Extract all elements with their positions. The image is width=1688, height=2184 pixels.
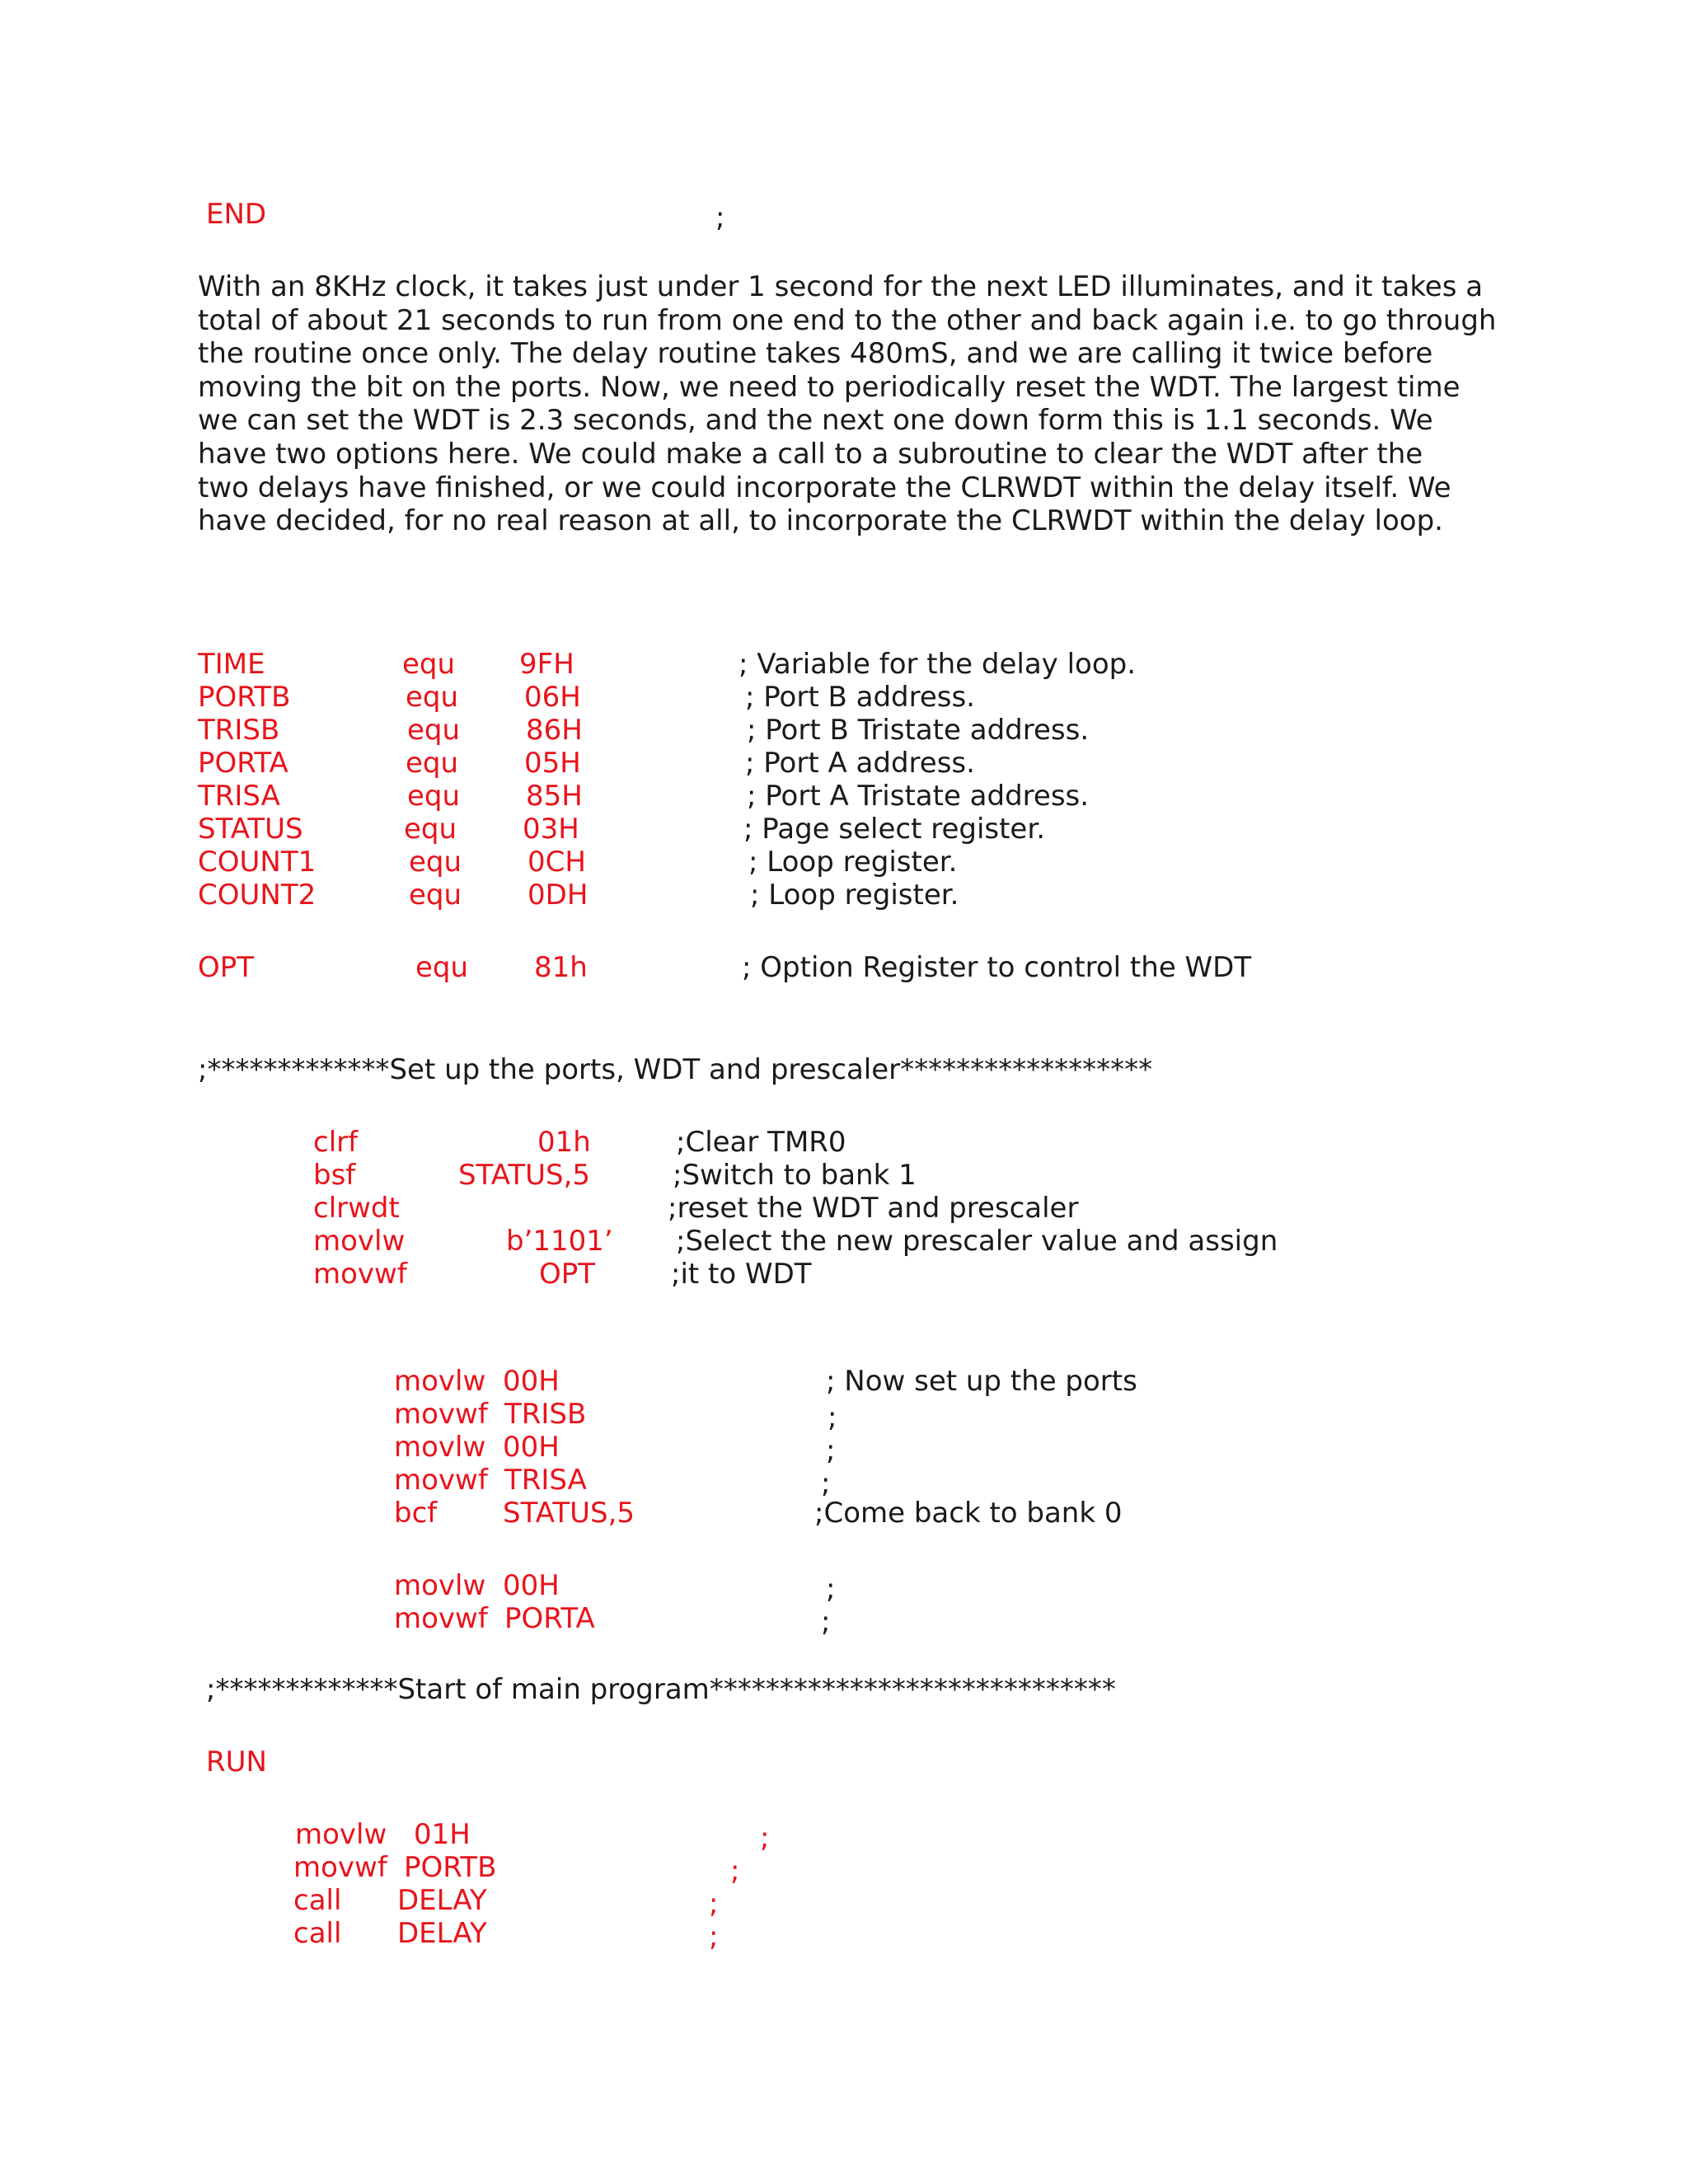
equate-comment: ; Variable for the delay loop. <box>738 648 1137 681</box>
equate-name: TIME <box>198 648 265 681</box>
equate-op: equ <box>402 648 456 681</box>
equate-comment: ; Page select register. <box>743 813 1046 846</box>
opt-name: OPT <box>198 951 255 984</box>
code-arg: b’1101’ <box>506 1225 613 1258</box>
code-instr: movwf <box>394 1602 488 1635</box>
equate-comment: ; Port B Tristate address. <box>747 714 1090 747</box>
run-label: RUN <box>206 1746 267 1779</box>
code-instr: movlw <box>295 1818 387 1851</box>
code-comment: ;Switch to bank 1 <box>673 1159 917 1192</box>
code-instr: movlw <box>394 1569 486 1602</box>
code-arg: 01H <box>414 1818 471 1851</box>
code-instr: movlw <box>394 1365 486 1398</box>
code-comment: ; <box>709 1920 719 1953</box>
equate-op: equ <box>407 714 461 747</box>
code-arg: PORTB <box>404 1851 497 1884</box>
code-comment: ;Come back to bank 0 <box>814 1497 1123 1530</box>
code-comment: ;reset the WDT and prescaler <box>668 1192 1079 1225</box>
header-stars: ****************** <box>900 1053 1153 1086</box>
equate-op: equ <box>404 813 457 846</box>
code-instr: call <box>293 1917 342 1950</box>
code-arg: 00H <box>503 1431 560 1464</box>
code-arg: STATUS,5 <box>503 1497 635 1530</box>
code-arg: OPT <box>539 1258 596 1291</box>
code-arg: 01h <box>537 1126 591 1159</box>
opt-comment: ; Option Register to control the WDT <box>742 951 1252 984</box>
explanation-paragraph <box>198 270 1500 538</box>
code-comment: ; <box>828 1401 837 1434</box>
code-arg: PORTA <box>504 1602 595 1635</box>
equate-value: 0CH <box>528 846 586 879</box>
setup-section-header <box>198 1053 1152 1086</box>
code-arg: 00H <box>503 1569 560 1602</box>
equate-name: TRISB <box>198 714 280 747</box>
code-comment: ; <box>821 1605 831 1638</box>
code-instr: bsf <box>313 1159 356 1192</box>
header-title: Start of main program <box>397 1673 710 1706</box>
equate-op: equ <box>409 879 462 912</box>
code-instr: call <box>293 1884 342 1917</box>
header-stars: ;************* <box>198 1053 390 1086</box>
header-stars: ***************************** <box>709 1673 1116 1706</box>
code-instr: movwf <box>313 1258 407 1291</box>
equate-comment: ; Loop register. <box>748 846 958 879</box>
equate-comment: ; Port B address. <box>745 681 975 714</box>
code-comment: ; <box>709 1887 719 1920</box>
header-title: Set up the ports, WDT and prescaler <box>389 1053 901 1086</box>
equate-comment: ; Port A Tristate address. <box>747 780 1090 813</box>
code-arg: DELAY <box>397 1917 487 1950</box>
code-comment: ; Now set up the ports <box>826 1365 1137 1398</box>
equate-name: COUNT2 <box>198 879 316 912</box>
main-section-header <box>206 1673 1116 1706</box>
equate-op: equ <box>409 846 462 879</box>
equate-comment: ; Loop register. <box>750 879 959 912</box>
end-label: END <box>206 198 267 231</box>
header-stars: ;************* <box>206 1673 398 1706</box>
opt-value: 81h <box>534 951 588 984</box>
code-arg: 00H <box>503 1365 560 1398</box>
code-comment: ; <box>826 1572 836 1605</box>
paragraph-line: have two options here. We could make a call to a subroutine to clear the WDT after the <box>198 437 1423 471</box>
end-comment: ; <box>715 201 725 234</box>
equate-name: COUNT1 <box>198 846 316 879</box>
equate-name: STATUS <box>198 813 303 846</box>
code-arg: STATUS,5 <box>458 1159 591 1192</box>
code-instr: bcf <box>394 1497 438 1530</box>
equate-op: equ <box>406 747 459 780</box>
code-comment: ; <box>821 1467 831 1500</box>
code-comment: ;it to WDT <box>671 1258 812 1291</box>
opt-op: equ <box>415 951 469 984</box>
code-comment: ;Select the new prescaler value and assign <box>676 1225 1278 1258</box>
code-comment: ; <box>760 1821 770 1854</box>
paragraph-line: we can set the WDT is 2.3 seconds, and the next one down form this is 1.1 seconds. We <box>198 404 1433 438</box>
equate-value: 03H <box>523 813 579 846</box>
code-instr: movwf <box>293 1851 387 1884</box>
paragraph-line: With an 8KHz clock, it takes just under 1 second for the next LED illuminates, and it takes a <box>198 270 1484 303</box>
code-comment: ; <box>730 1854 740 1887</box>
code-comment: ;Clear TMR0 <box>676 1126 846 1159</box>
code-comment: ; <box>826 1434 836 1467</box>
equate-op: equ <box>406 681 459 714</box>
equate-comment: ; Port A address. <box>745 747 975 780</box>
paragraph-line: total of about 21 seconds to run from one end to the other and back again i.e. to go through <box>198 303 1497 337</box>
paragraph-line: moving the bit on the ports. Now, we need to periodically reset the WDT. The largest time <box>198 370 1461 404</box>
equate-value: 9FH <box>519 648 574 681</box>
equate-value: 85H <box>526 780 583 813</box>
equate-value: 06H <box>524 681 581 714</box>
code-arg: DELAY <box>397 1884 487 1917</box>
code-instr: clrwdt <box>313 1192 400 1225</box>
equate-name: PORTB <box>198 681 291 714</box>
code-arg: TRISB <box>504 1398 587 1431</box>
equate-value: 05H <box>524 747 581 780</box>
code-instr: movlw <box>394 1431 486 1464</box>
equate-value: 86H <box>526 714 583 747</box>
paragraph-line: two delays have finished, or we could incorporate the CLRWDT within the delay itself. We <box>198 471 1451 504</box>
paragraph-line: the routine once only. The delay routine takes 480mS, and we are calling it twice before <box>198 337 1433 371</box>
equate-value: 0DH <box>528 879 588 912</box>
code-instr: movwf <box>394 1398 488 1431</box>
equate-op: equ <box>407 780 461 813</box>
paragraph-line: have decided, for no real reason at all, to incorporate the CLRWDT within the delay loop. <box>198 504 1443 538</box>
code-instr: movlw <box>313 1225 406 1258</box>
equate-name: TRISA <box>198 780 280 813</box>
code-arg: TRISA <box>504 1464 587 1497</box>
code-instr: movwf <box>394 1464 488 1497</box>
equate-name: PORTA <box>198 747 288 780</box>
code-instr: clrf <box>313 1126 359 1159</box>
